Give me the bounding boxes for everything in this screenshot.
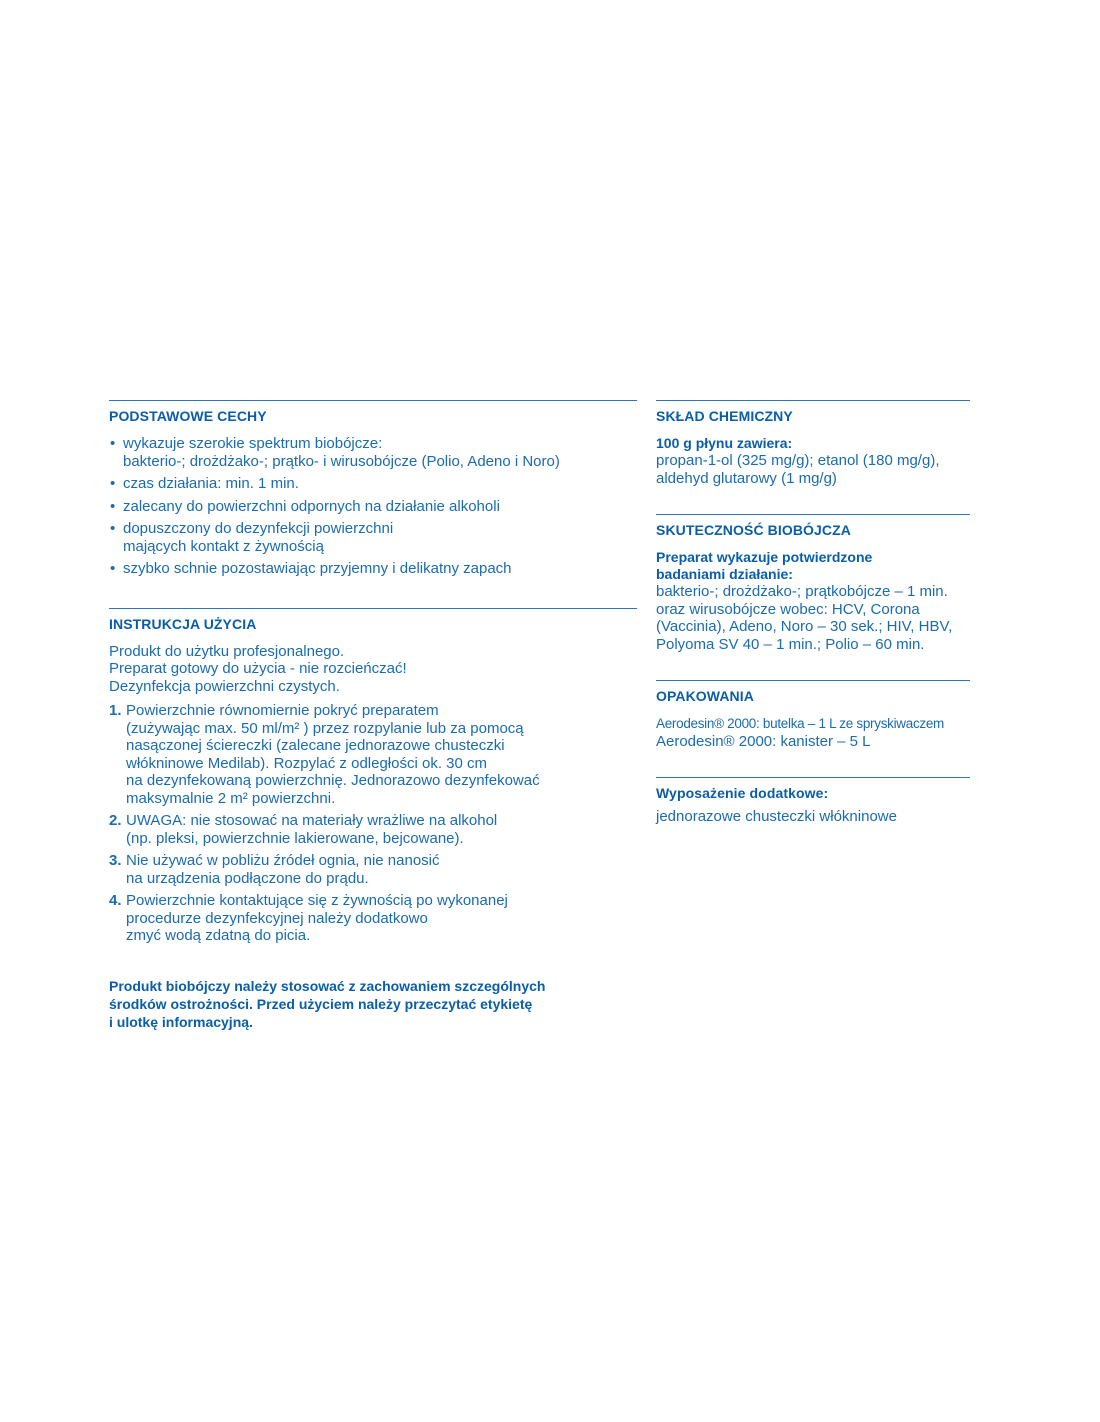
step-line: na dezynfekowaną powierzchnię. Jednorazowo dezynfekować [126, 772, 540, 789]
step-item [109, 812, 637, 847]
composition-line: aldehyd glutarowy (1 mg/g) [656, 469, 837, 487]
step-line: (np. pleksi, powierzchnie lakierowane, bejcowane). [126, 829, 464, 847]
accessories-text: jednorazowe chusteczki włókninowe [656, 808, 897, 825]
list-item [109, 498, 637, 516]
bullet-icon: • [110, 520, 116, 537]
features-list [109, 435, 637, 578]
composition-line: propan-1-ol (325 mg/g); etanol (180 mg/g), [656, 452, 940, 469]
bullet-icon: • [110, 497, 116, 515]
step-line: Nie używać w pobliżu źródeł ognia, nie nanosić [126, 852, 440, 869]
warning-line: i ulotkę informacyjną. [109, 1013, 253, 1030]
biocide-warning [109, 977, 637, 1031]
step-line: zmyć wodą zdatną do picia. [126, 927, 311, 944]
instructions-section [109, 608, 637, 945]
bullet-icon: • [110, 475, 116, 492]
step-number: 1. [109, 702, 122, 719]
bullet-icon: • [110, 435, 116, 452]
step-line: na urządzenia podłączone do prądu. [126, 869, 369, 887]
efficacy-line: (Vaccinia), Adeno, Noro – 30 sek.; HIV, HBV, [656, 618, 953, 635]
feature-text: dopuszczony do dezynfekcji powierzchni mających kontakt z żywnością [123, 520, 394, 555]
efficacy-subheading-line: badaniami działanie: [656, 566, 793, 582]
step-line: procedurze dezynfekcyjnej należy dodatkowo [126, 909, 428, 927]
step-line: nasączonej ściereczki (zalecane jednorazowe chusteczki [126, 737, 505, 754]
packaging-section [656, 680, 970, 750]
step-line: Powierzchnie kontaktujące się z żywnością po wykonanej [126, 892, 508, 909]
left-column [109, 400, 637, 1031]
efficacy-line: oraz wirusobójcze wobec: HCV, Corona [656, 600, 920, 618]
step-number: 4. [109, 892, 122, 909]
features-section [109, 400, 637, 578]
step-number: 3. [109, 852, 122, 869]
step-line: UWAGA: nie stosować na materiały wrażliwe na alkohol [126, 812, 498, 829]
step-line: (zużywając max. 50 ml/m² ) przez rozpylanie lub za pomocą [126, 719, 524, 737]
features-heading: PODSTAWOWE CECHY [109, 408, 267, 424]
feature-text: szybko schnie pozostawiając przyjemny i delikatny zapach [123, 560, 512, 577]
list-item [109, 435, 637, 470]
step-line: włókninowe Medilab). Rozpylać z odległości ok. 30 cm [126, 754, 487, 772]
efficacy-heading: SKUTECZNOŚĆ BIOBÓJCZA [656, 522, 851, 538]
list-item [109, 475, 637, 493]
warning-line: Produkt biobójczy należy stosować z zachowaniem szczególnych [109, 977, 546, 994]
instructions-intro-line: Dezynfekcja powierzchni czystych. [109, 677, 340, 695]
composition-section [656, 400, 970, 487]
step-item [109, 702, 637, 807]
feature-text: wykazuje szerokie spektrum biobójcze: bakterio-; drożdżako-; prątko- i wirusobójcze (Polio, Adeno i Noro) [123, 435, 560, 470]
bullet-icon: • [110, 560, 116, 577]
right-column [656, 400, 970, 826]
accessories-section [656, 777, 970, 826]
instructions-steps [109, 702, 637, 945]
packaging-heading: OPAKOWANIA [656, 688, 754, 704]
step-item [109, 852, 637, 887]
warning-line: środków ostrożności. Przed użyciem należy przeczytać etykietę [109, 995, 533, 1012]
list-item [109, 520, 637, 555]
step-number: 2. [109, 812, 122, 829]
efficacy-section [656, 514, 970, 653]
efficacy-subheading-line: Preparat wykazuje potwierdzone [656, 549, 873, 565]
packaging-line: Aerodesin® 2000: butelka – 1 L ze spryskiwaczem [656, 716, 945, 731]
instructions-heading: INSTRUKCJA UŻYCIA [109, 615, 257, 632]
step-line: Powierzchnie równomiernie pokryć preparatem [126, 702, 439, 719]
instructions-intro-line: Produkt do użytku profesjonalnego. [109, 642, 345, 660]
efficacy-line: bakterio-; drożdżako-; prątkobójcze – 1 min. [656, 583, 948, 600]
accessories-heading: Wyposażenie dodatkowe: [656, 785, 829, 801]
step-line: maksymalnie 2 m² powierzchni. [126, 789, 336, 807]
efficacy-line: Polyoma SV 40 – 1 min.; Polio – 60 min. [656, 635, 925, 653]
feature-text: czas działania: min. 1 min. [123, 475, 299, 492]
feature-text: zalecany do powierzchni odpornych na działanie alkoholi [123, 497, 500, 515]
composition-heading: SKŁAD CHEMICZNY [656, 408, 793, 424]
step-item [109, 892, 637, 945]
composition-subheading: 100 g płynu zawiera: [656, 435, 793, 451]
packaging-line: Aerodesin® 2000: kanister – 5 L [656, 732, 871, 750]
list-item [109, 560, 637, 578]
instructions-intro-line: Preparat gotowy do użycia - nie rozcieńczać! [109, 660, 407, 677]
